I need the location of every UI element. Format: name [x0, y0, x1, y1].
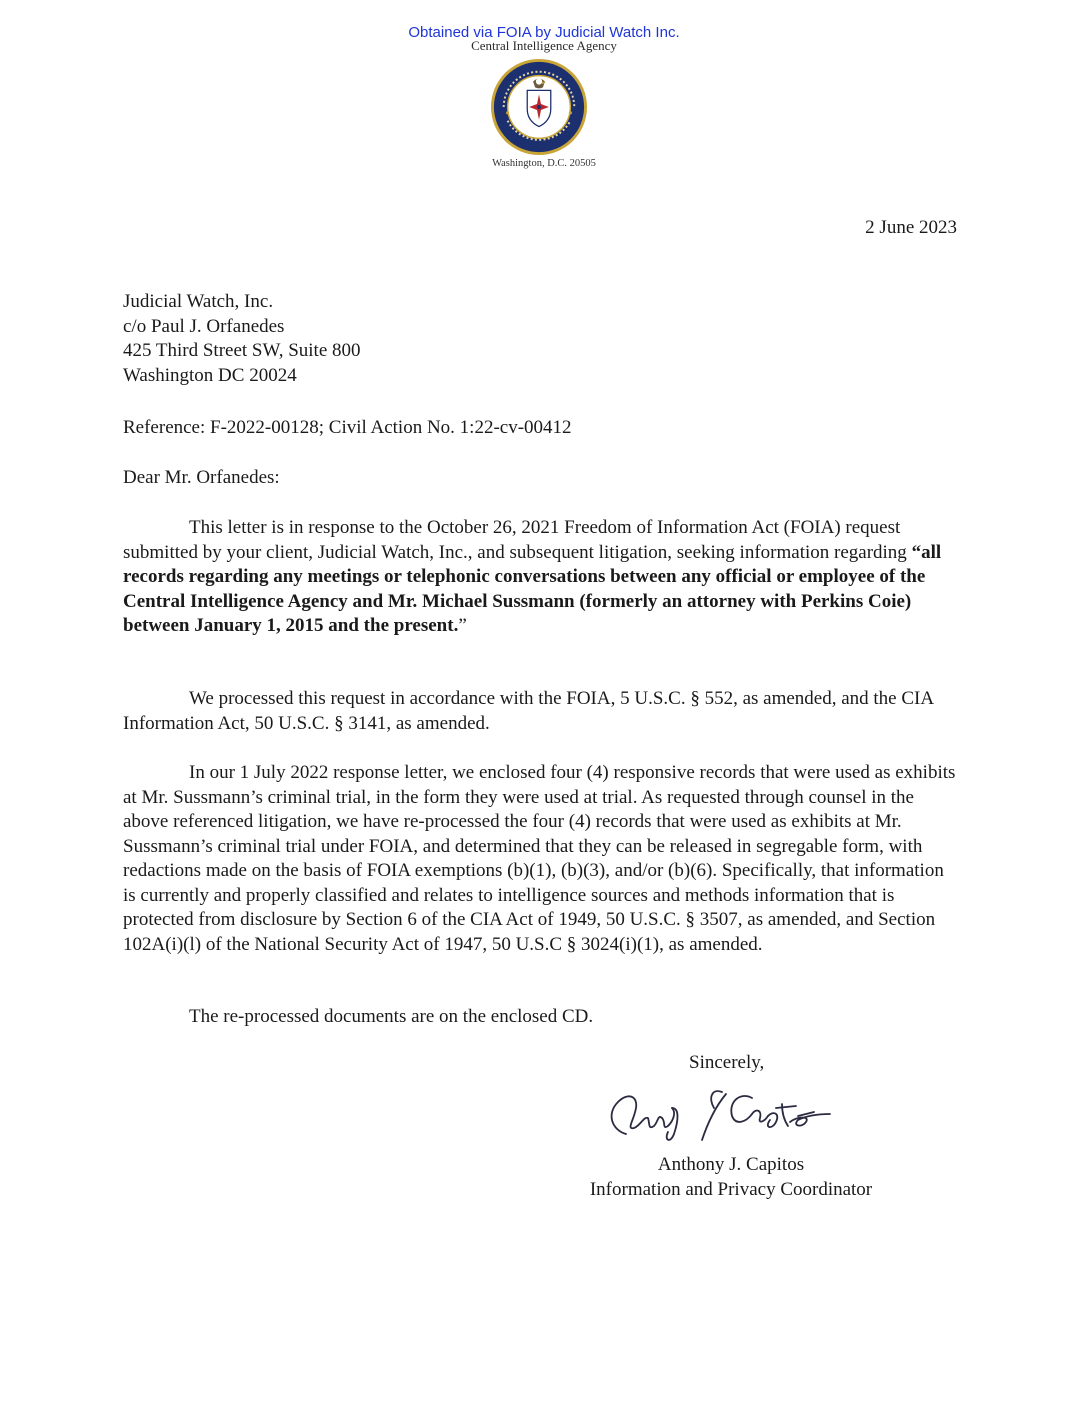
- cia-seal-icon: [490, 58, 588, 156]
- reference-line: Reference: F-2022-00128; Civil Action No. 1:22-cv-00412: [123, 417, 572, 438]
- recipient-line: Judicial Watch, Inc.: [123, 291, 274, 312]
- agency-name: Central Intelligence Agency: [471, 38, 617, 53]
- recipient-address: [123, 290, 361, 388]
- recipient-line: Washington DC 20024: [123, 364, 297, 386]
- paragraph-enclosure: The re-processed documents are on the enclosed CD.: [189, 1006, 594, 1027]
- signer-block: [570, 1153, 892, 1202]
- handwritten-signature-icon: [592, 1078, 842, 1146]
- recipient-line: 425 Third Street SW, Suite 800: [123, 340, 361, 361]
- signer-name: Anthony J. Capitos: [657, 1154, 805, 1175]
- closing: Sincerely,: [689, 1052, 765, 1073]
- letter-date: 2 June 2023: [865, 217, 957, 238]
- paragraph-processing: We processed this request in accordance with the FOIA, 5 U.S.C. § 552, as amended, and the CIA Information Act, 50 U.S.C. § 3141, as amended.: [123, 688, 934, 734]
- foia-watermark: Obtained via FOIA by Judicial Watch Inc.: [408, 24, 680, 41]
- quote-close: ”: [458, 615, 467, 636]
- paragraph-request: [123, 516, 957, 639]
- signer-title: Information and Privacy Coordinator: [589, 1178, 873, 1200]
- paragraph-reprocessing: In our 1 July 2022 response letter, we enclosed four (4) responsive records that were used as exhibits at Mr. Sussmann’s criminal trial, in the form they were used at trial. As requested through counsel in the above referenced litigation, we have re-processed the four (4) records that were used as exhibits at Mr. Sussmann’s criminal trial under FOIA, and determined that they can be released in segregable form, with redactions made on the basis of FOIA exemptions (b)(1), (b)(3), and/or (b)(6). Specifically, that information is currently and properly classified and relates to intelligence sources and methods information that is protected from disclosure by Section 6 of the CIA Act of 1949, 50 U.S.C. § 3507, as amended, and Section 102A(i)(l) of the National Security Act of 1947, 50 U.S.C § 3024(i)(1), as amended.: [123, 762, 956, 955]
- salutation: Dear Mr. Orfanedes:: [123, 467, 280, 488]
- request-quote: “all records regarding any meetings or telephonic conversations between any official or employee of the Central Intelligence Agency and Mr. Michael Sussmann (formerly an attorney with Perkins Coie) between January 1, 2015 and the present.: [123, 541, 942, 636]
- recipient-line: c/o Paul J. Orfanedes: [123, 315, 285, 337]
- agency-address: Washington, D.C. 20505: [492, 158, 596, 169]
- paragraph-text: This letter is in response to the October 26, 2021 Freedom of Information Act (FOIA) request submitted by your client, Judicial Watch, Inc., and subsequent litigation, seeking information regarding: [123, 517, 912, 563]
